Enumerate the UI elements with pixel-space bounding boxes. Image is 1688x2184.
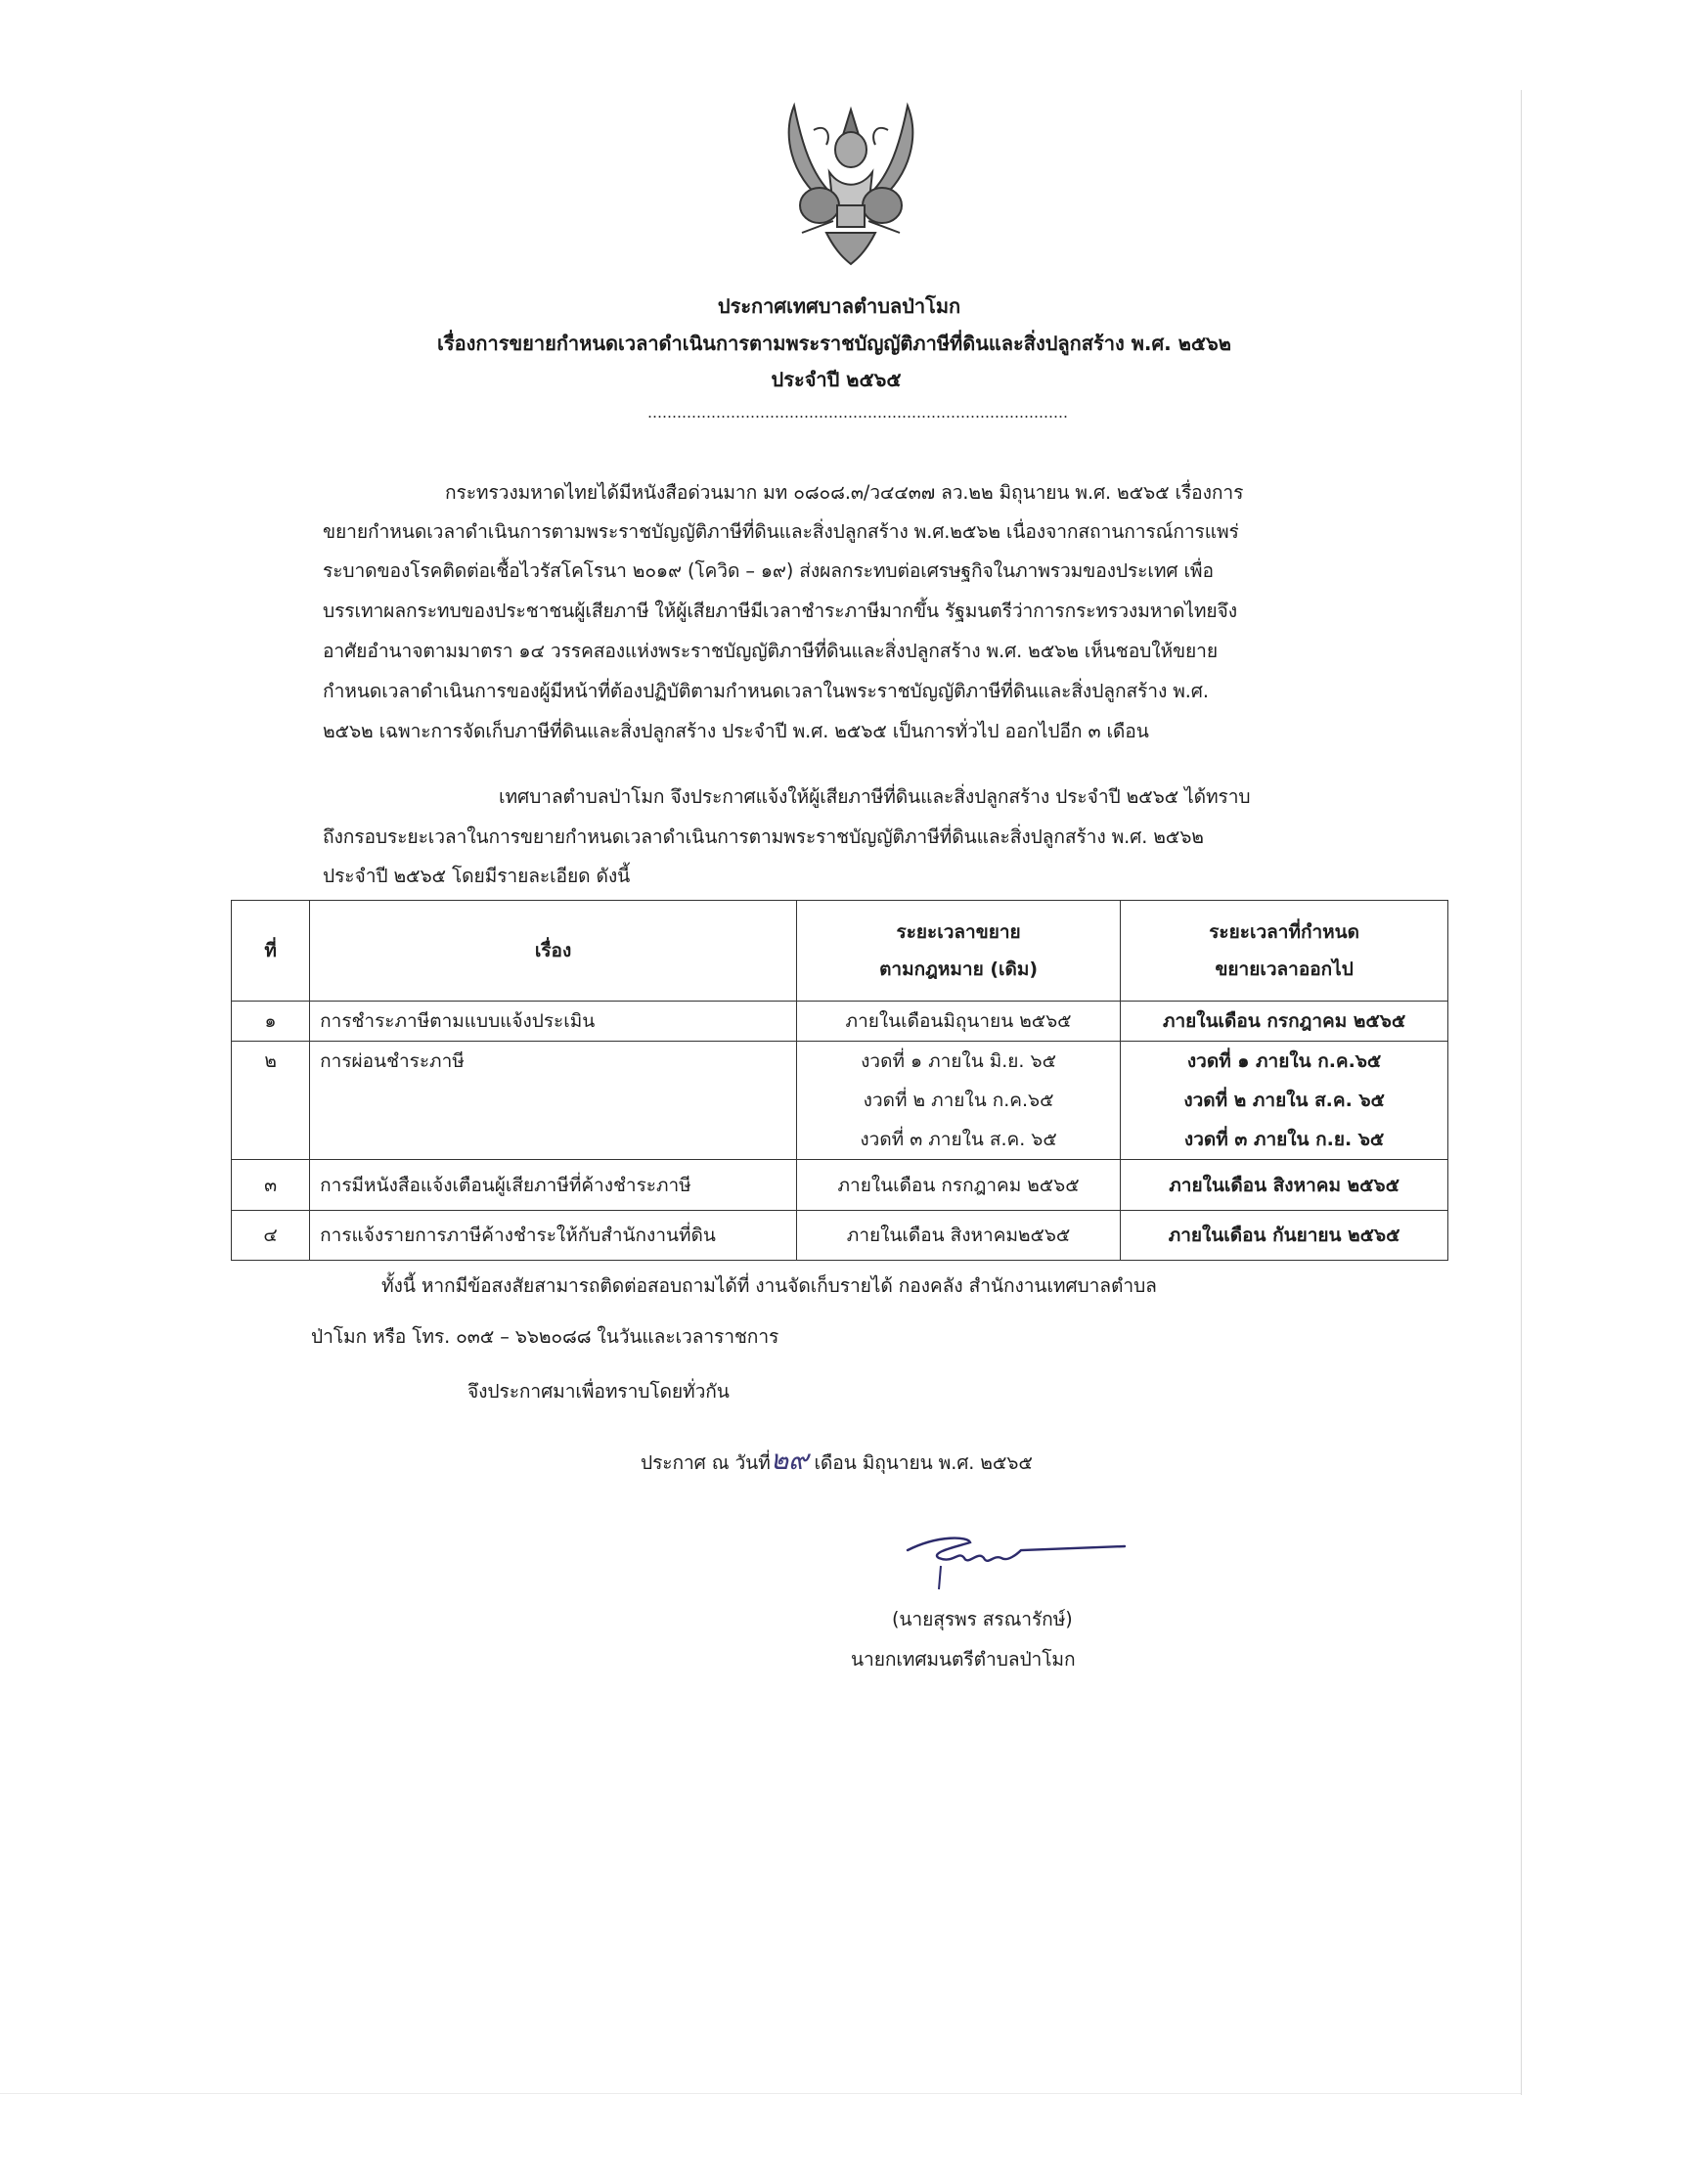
paragraph-line: ถึงกรอบระยะเวลาในการขยายกำหนดเวลาดำเนินการตามพระราชบัญญัติภาษีที่ดินและสิ่งปลูกสร้าง พ.ศ. ๒๕๖๒ xyxy=(323,825,1204,848)
announcement-title: ประกาศเทศบาลตำบลป่าโมก xyxy=(717,294,961,318)
date-prefix: ประกาศ ณ วันที่ xyxy=(641,1451,771,1474)
table-row xyxy=(232,1160,1448,1211)
paragraph-line: กระทรวงมหาดไทยได้มีหนังสือด่วนมาก มท ๐๘๐๘.๓/ว๔๔๓๗ ลว.๒๒ มิถุนายน พ.ศ. ๒๕๖๕ เรื่องการ xyxy=(445,481,1244,504)
paragraph-line: ๒๕๖๒ เฉพาะการจัดเก็บภาษีที่ดินและสิ่งปลูกสร้าง ประจำปี พ.ศ. ๒๕๖๕ เป็นการทั่วไป ออกไปอีก ๓ เดือน xyxy=(323,720,1149,742)
paragraph-line: ทั้งนี้ หากมีข้อสงสัยสามารถติดต่อสอบถามได้ที่ งานจัดเก็บรายได้ กองคลัง สำนักงานเทศบาลตำบล xyxy=(381,1274,1157,1297)
installment-line: งวดที่ ๒ ภายใน ส.ค. ๖๕ xyxy=(1183,1090,1385,1111)
paragraph-line: บรรเทาผลกระทบของประชาชนผู้เสียภาษี ให้ผู้เสียภาษีมีเวลาชำระภาษีมากขึ้น รัฐมนตรีว่าการกระทรวงมหาดไทยจึง xyxy=(323,600,1237,622)
dotted-divider xyxy=(647,416,1068,418)
header-original-line: ระยะเวลาขยาย xyxy=(896,921,1021,943)
installment-line: งวดที่ ๓ ภายใน ก.ย. ๖๕ xyxy=(1183,1129,1385,1150)
table-row xyxy=(232,1042,1448,1160)
installment-line: งวดที่ ๓ ภายใน ส.ค. ๖๕ xyxy=(860,1129,1057,1150)
announcement-year: ประจำปี ๒๕๖๕ xyxy=(771,368,902,391)
row-extended: ภายในเดือน สิงหาคม ๒๕๖๕ xyxy=(1121,1160,1448,1211)
header-subject: เรื่อง xyxy=(310,901,797,1002)
row-original xyxy=(796,1042,1120,1160)
row-original: ภายในเดือนมิถุนายน ๒๕๖๕ xyxy=(796,1002,1120,1042)
header-original-period xyxy=(796,901,1120,1002)
row-subject: การมีหนังสือแจ้งเตือนผู้เสียภาษีที่ค้างชำระภาษี xyxy=(310,1160,797,1211)
closing-statement: จึงประกาศมาเพื่อทราบโดยทั่วกัน xyxy=(467,1380,730,1403)
date-suffix: เดือน มิถุนายน พ.ศ. ๒๕๖๕ xyxy=(814,1451,1033,1474)
installment-line: งวดที่ ๑ ภายใน ก.ค.๖๕ xyxy=(1186,1050,1382,1072)
header-extended-period xyxy=(1121,901,1448,1002)
header-no: ที่ xyxy=(232,901,310,1002)
table-header-row xyxy=(232,901,1448,1002)
row-extended: ภายในเดือน กันยายน ๒๕๖๕ xyxy=(1121,1211,1448,1261)
row-subject: การแจ้งรายการภาษีค้างชำระให้กับสำนักงานที่ดิน xyxy=(310,1211,797,1261)
paragraph-line: ขยายกำหนดเวลาดำเนินการตามพระราชบัญญัติภาษีที่ดินและสิ่งปลูกสร้าง พ.ศ.๒๕๖๒ เนื่องจากสถานการณ์การแพร่ xyxy=(323,520,1239,543)
paragraph-line: ป่าโมก หรือ โทร. ๐๓๕ – ๖๖๒๐๘๘ ในวันและเวลาราชการ xyxy=(311,1325,779,1348)
table-row xyxy=(232,1002,1448,1042)
schedule-table xyxy=(231,900,1448,1261)
row-no: ๒ xyxy=(232,1042,310,1160)
header-original-line: ตามกฎหมาย (เดิม) xyxy=(879,958,1039,980)
table-row xyxy=(232,1211,1448,1261)
handwritten-day: ๒๙ xyxy=(770,1444,809,1476)
paragraph-line: กำหนดเวลาดำเนินการของผู้มีหน้าที่ต้องปฏิบัติตามกำหนดเวลาในพระราชบัญญัติภาษีที่ดินและสิ่งปลูกสร้าง พ.ศ. xyxy=(323,680,1209,702)
paragraph-line: ประจำปี ๒๕๖๕ โดยมีรายละเอียด ดังนี้ xyxy=(323,865,631,887)
row-subject: การผ่อนชำระภาษี xyxy=(310,1042,797,1160)
row-extended xyxy=(1121,1042,1448,1160)
signatory-position: นายกเทศมนตรีตำบลป่าโมก xyxy=(851,1648,1076,1671)
scan-page-edge xyxy=(0,2093,1521,2094)
row-no: ๔ xyxy=(232,1211,310,1261)
row-no: ๑ xyxy=(232,1002,310,1042)
row-original: ภายในเดือน สิงหาคม๒๕๖๕ xyxy=(796,1211,1120,1261)
paragraph-line: อาศัยอำนาจตามมาตรา ๑๔ วรรคสองแห่งพระราชบัญญัติภาษีที่ดินและสิ่งปลูกสร้าง พ.ศ. ๒๕๖๒ เห็นชอบให้ขยาย xyxy=(323,640,1218,662)
garuda-emblem-icon xyxy=(773,96,929,267)
announcement-subject: เรื่องการขยายกำหนดเวลาดำเนินการตามพระราชบัญญัติภาษีที่ดินและสิ่งปลูกสร้าง พ.ศ. ๒๕๖๒ xyxy=(437,332,1231,355)
installment-line: งวดที่ ๑ ภายใน มิ.ย. ๖๕ xyxy=(861,1050,1056,1072)
paragraph-line: ระบาดของโรคติดต่อเชื้อไวรัสโคโรนา ๒๐๑๙ (โควิด – ๑๙) ส่งผลกระทบต่อเศรษฐกิจในภาพรวมของประเทศ เพื่อ xyxy=(323,559,1214,582)
signature-icon xyxy=(900,1529,1134,1597)
header-extended-line: ระยะเวลาที่กำหนด xyxy=(1209,921,1359,943)
signatory-name: (นายสุรพร สรณารักษ์) xyxy=(892,1608,1073,1630)
row-extended: ภายในเดือน กรกฎาคม ๒๕๖๕ xyxy=(1121,1002,1448,1042)
installment-line: งวดที่ ๒ ภายใน ก.ค.๖๕ xyxy=(863,1090,1054,1111)
row-original: ภายในเดือน กรกฎาคม ๒๕๖๕ xyxy=(796,1160,1120,1211)
header-extended-line: ขยายเวลาออกไป xyxy=(1215,958,1354,980)
announcement-date xyxy=(641,1441,1033,1484)
paragraph-line: เทศบาลตำบลป่าโมก จึงประกาศแจ้งให้ผู้เสียภาษีที่ดินและสิ่งปลูกสร้าง ประจำปี ๒๕๖๕ ได้ทราบ xyxy=(499,785,1251,808)
row-subject: การชำระภาษีตามแบบแจ้งประเมิน xyxy=(310,1002,797,1042)
row-no: ๓ xyxy=(232,1160,310,1211)
